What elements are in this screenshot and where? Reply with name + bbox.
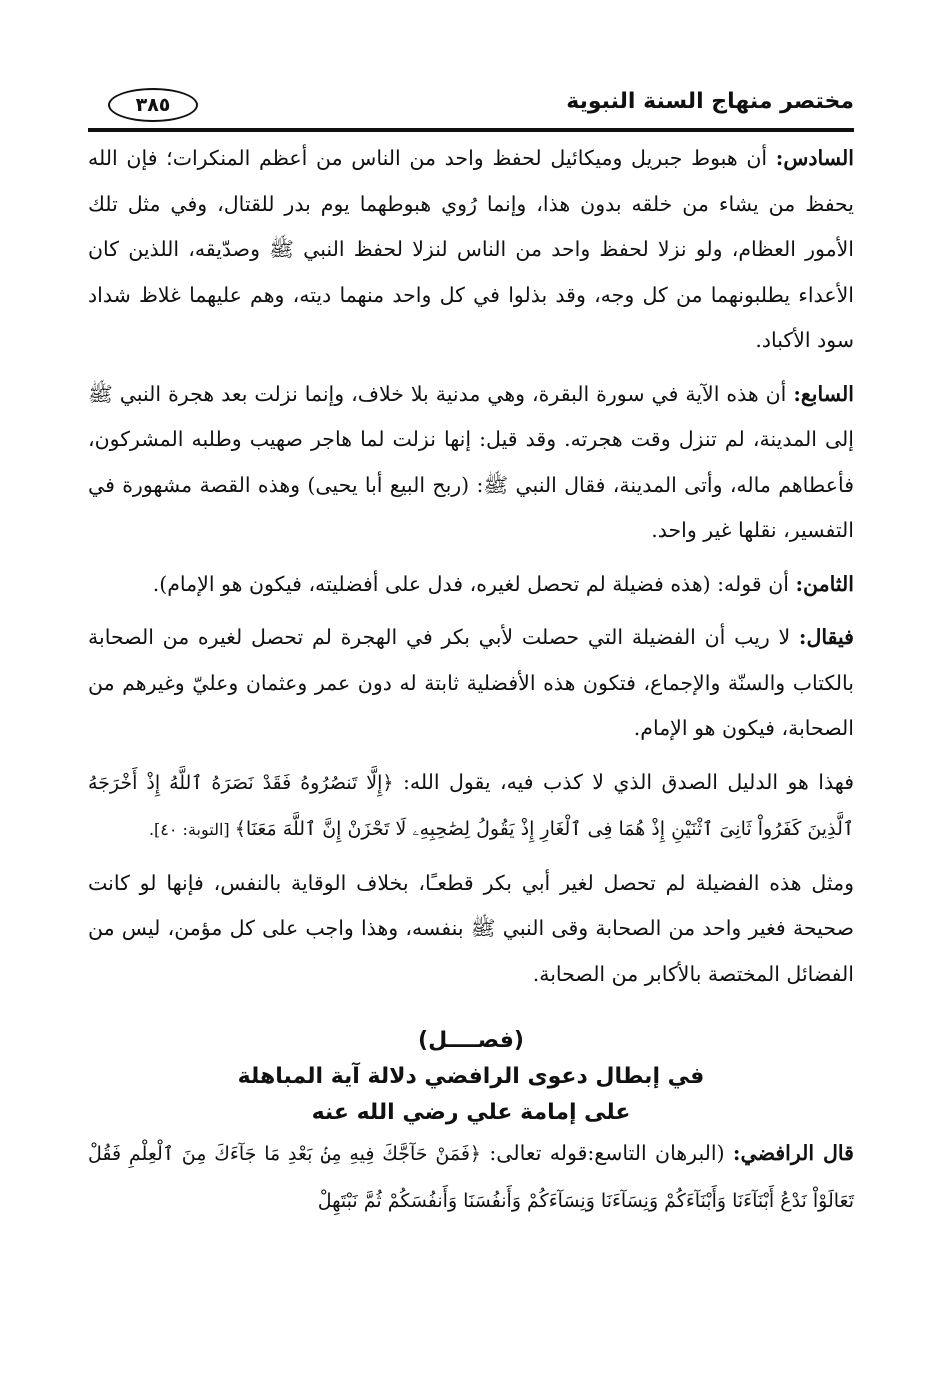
book-title: مختصر منهاج السنة النبوية <box>566 89 854 114</box>
paragraph-response <box>88 615 854 752</box>
page-body <box>88 136 854 1232</box>
quote-intro: (البرهان التاسع:قوله تعالى: <box>481 1141 733 1165</box>
verse-intro: فهذا هو الدليل الصدق الذي لا كذب فيه، يقول الله: <box>393 769 854 794</box>
paragraph-text: لا ريب أن الفضيلة التي حصلت لأبي بكر في الهجرة لم تحصل لغيره من الصحابة بالكتاب والسنّة والإجماع، فتكون هذه الأفضلية ثابتة له دون عمر وعثمان وعليّ وغيرهم من الصحابة، فيكون هو الإمام. <box>88 625 854 740</box>
paragraph-text: أن قوله: (هذه فضيلة لم تحصل لغيره، فدل على أفضليته، فيكون هو الإمام). <box>152 571 796 596</box>
paragraph-rafidi <box>88 1131 854 1224</box>
paragraph-lead: قال الرافضي: <box>732 1141 854 1165</box>
page-number: ٣٨٥ <box>108 88 198 122</box>
header-rule <box>88 128 854 132</box>
paragraph-lead: السابع: <box>793 381 854 406</box>
paragraph-sixth <box>88 136 854 364</box>
verse-reference: [التوبة: ٤٠]. <box>148 820 235 839</box>
section-title-line-2: على إمامة علي رضي الله عنه <box>311 1100 631 1125</box>
paragraph-lead: السادس: <box>775 146 854 170</box>
section-title-line-1: في إبطال دعوى الرافضي دلالة آية المباهلة <box>237 1064 705 1089</box>
section-heading <box>88 1023 854 1131</box>
paragraph-lead: الثامن: <box>795 571 854 596</box>
paragraph-seventh <box>88 372 854 554</box>
paragraph-text: أن هبوط جبريل وميكائيل لحفظ واحد من الناس من أعظم المنكرات؛ فإن الله يحفظ من يشاء من خلقه بدون هذا، وإنما رُوي هبوطهما يوم بدر للقتال، وفي مثل تلك الأمور العظام، ولو نزلا لحفظ واحد من الناس لنزلا لحفظ النبي ﷺ وصدّيقه، اللذين كان الأعداء يطلبونهما من كل وجه، وقد بذلوا في كل واحد منهما ديته، وهم عليهما غلاظ شداد سود الأكباد. <box>88 146 854 352</box>
paragraph-closing: ومثل هذه الفضيلة لم تحصل لغير أبي بكر قطعـًا، بخلاف الوقاية بالنفس، فإنها لو كانت صحيحة فغير واحد من الصحابة وقى النبي ﷺ بنفسه، وهذا واجب على كل مؤمن، ليس من الفضائل المختصة بالأكابر من الصحابة. <box>88 870 854 986</box>
quran-verse: ﴿فَمَنْ حَآجَّكَ فِيهِ مِنۢ بَعْدِ مَا جَآءَكَ مِنَ ٱلْعِلْمِ فَقُلْ تَعَالَوْاْ نَدْعُ أَبْنَآءَنَا وَأَبْنَآءَكُمْ وَنِسَآءَنَا وَنِسَآءَكُمْ وَأَنفُسَنَا وَأَنفُسَكُمْ ثُمَّ نَبْتَهِلْ <box>88 1143 854 1212</box>
paragraph-eighth <box>88 562 854 608</box>
paragraph-lead: فيقال: <box>798 625 854 649</box>
running-header <box>88 84 854 124</box>
paragraph-verse <box>88 760 854 853</box>
section-label: (فصــــل) <box>418 1028 524 1053</box>
paragraph-text: أن هذه الآية في سورة البقرة، وهي مدنية بلا خلاف، وإنما نزلت بعد هجرة النبي ﷺ إلى المدينة، لم تنزل وقت هجرته. وقد قيل: إنها نزلت لما هاجر صهيب وطلبه المشركون، فأعطاهم ماله، وأتى المدينة، فقال النبي ﷺ: (ربح البيع أبا يحيى) وهذه القصة مشهورة في التفسير، نقلها غير واحد. <box>88 381 854 542</box>
quran-verse: ﴿إِلَّا تَنصُرُوهُ فَقَدْ نَصَرَهُ ٱللَّهُ إِذْ أَخْرَجَهُ ٱلَّذِينَ كَفَرُواْ ثَانِىَ ٱثْنَيْنِ إِذْ هُمَا فِى ٱلْغَارِ إِذْ يَقُولُ لِصَٰحِبِهِۦ لَا تَحْزَنْ إِنَّ ٱللَّهَ مَعَنَا﴾ <box>88 771 854 840</box>
